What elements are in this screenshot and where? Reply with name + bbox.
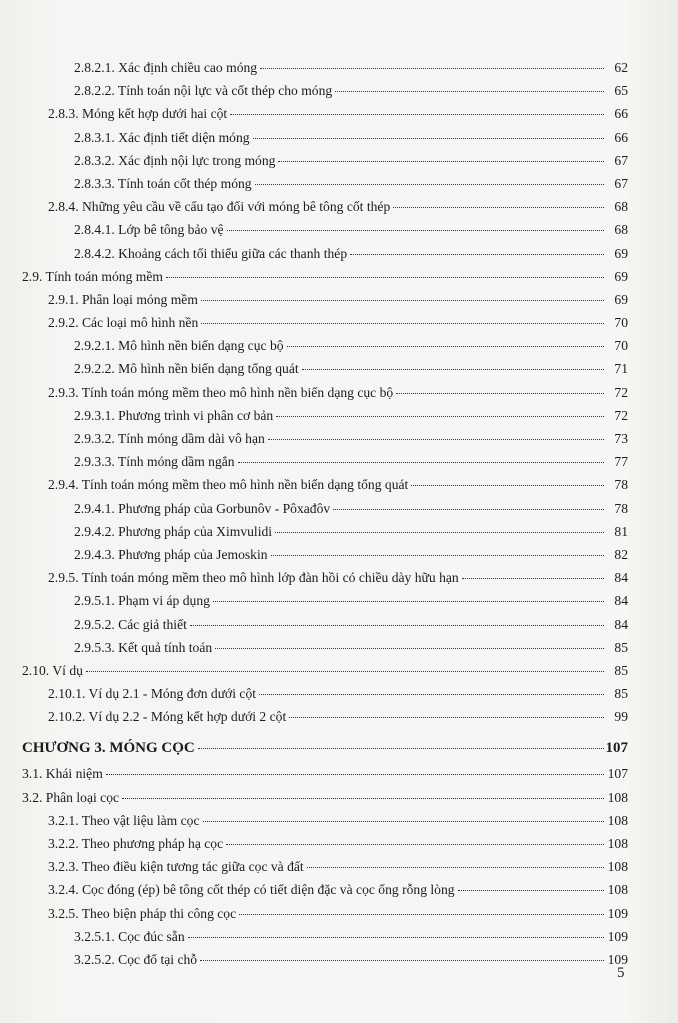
toc-entry — [22, 790, 628, 813]
toc-entry-title: 2.9.5. Tính toán móng mềm theo mô hình lớp đàn hồi có chiều dày hữu hạn — [48, 570, 459, 586]
toc-entry-page: 108 — [607, 859, 628, 875]
dot-leader — [259, 694, 604, 695]
dot-leader — [198, 748, 604, 749]
toc-entry — [22, 524, 628, 547]
toc-entry — [22, 130, 628, 153]
toc-entry-title: 2.10.1. Ví dụ 2.1 - Móng đơn dưới cột — [48, 686, 257, 702]
toc-entry-title: 3.2.3. Theo điều kiện tương tác giữa cọc và đất — [48, 859, 304, 875]
dot-leader — [462, 578, 604, 579]
toc-entry-page: 62 — [614, 60, 628, 75]
toc-entry-page: 109 — [607, 951, 628, 967]
dot-leader — [227, 230, 604, 231]
toc-entry-title: 2.8.4. Những yêu cầu về cấu tạo đối với móng bê tông cốt thép — [48, 199, 391, 215]
dot-leader — [203, 821, 604, 822]
dot-leader — [260, 68, 604, 69]
toc-entry-page: 81 — [614, 523, 628, 539]
table-of-contents — [22, 60, 628, 975]
dot-leader — [458, 890, 604, 891]
toc-entry-page: 72 — [614, 384, 628, 400]
toc-entry-page: 107 — [605, 740, 628, 757]
dot-leader — [302, 369, 604, 370]
dot-leader — [275, 532, 604, 533]
toc-entry-title: 2.8.4.2. Khoảng cách tối thiểu giữa các thanh thép — [74, 245, 348, 261]
dot-leader — [86, 671, 604, 672]
toc-entry-page: 108 — [607, 789, 628, 805]
toc-entry — [22, 153, 628, 176]
toc-entry-title: 2.9.4.2. Phương pháp của Ximvulidi — [74, 523, 273, 539]
dot-leader — [215, 648, 604, 649]
dot-leader — [122, 798, 604, 799]
toc-entry-page: 67 — [614, 152, 628, 168]
toc-entry-page: 67 — [614, 175, 628, 191]
toc-entry — [22, 292, 628, 315]
toc-entry — [22, 315, 628, 338]
toc-entry-title: 2.9.3.2. Tính móng dầm dài vô hạn — [74, 431, 265, 446]
toc-entry-title: 2.9.1. Phân loại móng mềm — [48, 291, 198, 307]
dot-leader — [333, 509, 604, 510]
toc-entry-title: 2.9.3.3. Tính móng dầm ngắn — [74, 454, 235, 470]
dot-leader — [393, 207, 604, 208]
toc-entry-title: 2.9.2.1. Mô hình nền biến dạng cục bộ — [74, 338, 284, 354]
toc-entry — [22, 199, 628, 222]
toc-chapter-entry — [22, 740, 628, 766]
toc-entry — [22, 836, 628, 859]
toc-entry — [22, 709, 628, 732]
toc-entry-title: 2.8.2.2. Tính toán nội lực và cốt thép cho móng — [74, 83, 333, 99]
toc-entry-page: 73 — [614, 431, 628, 446]
toc-entry-title: 2.9.4.3. Phương pháp của Jemoskin — [74, 546, 268, 562]
toc-entry-page: 69 — [614, 245, 628, 261]
toc-entry — [22, 477, 628, 500]
toc-entry-title: 2.9.5.1. Phạm vi áp dụng — [74, 593, 210, 609]
toc-entry-title: 3.1. Khái niệm — [22, 766, 103, 782]
toc-entry-title: 2.8.3. Móng kết hợp dưới hai cột — [48, 106, 228, 122]
toc-entry-page: 72 — [614, 407, 628, 423]
toc-entry-page: 65 — [614, 83, 628, 99]
toc-entry-page: 66 — [614, 129, 628, 145]
toc-entry-page: 78 — [614, 477, 628, 493]
toc-entry-title: 2.8.3.1. Xác định tiết diện móng — [74, 129, 250, 145]
toc-entry — [22, 547, 628, 570]
toc-entry — [22, 83, 628, 106]
toc-entry-page: 77 — [614, 454, 628, 470]
toc-entry-title: 2.9. Tính toán móng mềm — [22, 268, 163, 284]
dot-leader — [268, 439, 604, 440]
toc-entry-page: 82 — [614, 546, 628, 562]
page-number: 5 — [617, 965, 625, 981]
toc-entry-page: 69 — [614, 268, 628, 284]
dot-leader — [188, 937, 604, 938]
toc-entry-title: 3.2.5.2. Cọc đổ tại chỗ — [74, 951, 198, 967]
toc-entry — [22, 222, 628, 245]
toc-entry-page: 78 — [614, 500, 628, 516]
toc-entry-page: 68 — [614, 222, 628, 238]
toc-entry-title: 3.2. Phân loại cọc — [22, 789, 120, 805]
dot-leader — [200, 960, 604, 961]
dot-leader — [190, 625, 604, 626]
toc-entry — [22, 361, 628, 384]
toc-entry-page: 107 — [607, 766, 628, 782]
toc-entry — [22, 593, 628, 616]
dot-leader — [213, 601, 604, 602]
toc-entry-title: 2.10. Ví dụ — [22, 662, 83, 678]
toc-entry — [22, 617, 628, 640]
dot-leader — [201, 300, 604, 301]
dot-leader — [396, 393, 604, 394]
toc-entry-page: 85 — [614, 662, 628, 678]
toc-entry-page: 84 — [614, 616, 628, 632]
dot-leader — [239, 914, 604, 915]
dot-leader — [276, 416, 604, 417]
toc-entry-page: 99 — [614, 709, 628, 725]
toc-entry-page: 108 — [607, 836, 628, 851]
toc-entry — [22, 454, 628, 477]
toc-entry-page: 85 — [614, 639, 628, 655]
toc-entry-title: 2.8.3.2. Xác định nội lực trong móng — [74, 152, 276, 168]
toc-entry — [22, 431, 628, 454]
toc-entry — [22, 385, 628, 408]
toc-entry-title: 2.9.5.2. Các giả thiết — [74, 616, 187, 632]
dot-leader — [230, 114, 604, 115]
toc-entry-page: 68 — [614, 199, 628, 215]
toc-entry-page: 70 — [614, 315, 628, 331]
toc-entry — [22, 408, 628, 431]
dot-leader — [166, 277, 604, 278]
toc-entry-title: 3.2.2. Theo phương pháp hạ cọc — [48, 836, 224, 851]
toc-entry-page: 85 — [614, 686, 628, 702]
dot-leader — [411, 485, 604, 486]
toc-entry-title: 2.9.4.1. Phương pháp của Gorbunôv - Pôxađôv — [74, 500, 331, 516]
dot-leader — [238, 462, 604, 463]
toc-entry-title: 3.2.5.1. Cọc đúc sẵn — [74, 928, 185, 944]
toc-entry-title: 2.9.3.1. Phương trình vi phân cơ bản — [74, 407, 274, 423]
toc-entry — [22, 570, 628, 593]
dot-leader — [287, 346, 604, 347]
toc-entry — [22, 686, 628, 709]
toc-entry — [22, 882, 628, 905]
toc-entry — [22, 929, 628, 952]
toc-entry — [22, 859, 628, 882]
toc-entry — [22, 640, 628, 663]
toc-entry-page: 71 — [614, 361, 628, 377]
toc-entry-page: 84 — [614, 570, 628, 586]
dot-leader — [335, 91, 604, 92]
toc-entry — [22, 106, 628, 129]
toc-entry-title: 2.10.2. Ví dụ 2.2 - Móng kết hợp dưới 2 cột — [48, 709, 287, 725]
toc-entry-title: CHƯƠNG 3. MÓNG CỌC — [22, 740, 195, 757]
toc-entry — [22, 813, 628, 836]
toc-entry-title: 2.9.2.2. Mô hình nền biến dạng tổng quát — [74, 361, 299, 377]
toc-entry-page: 66 — [614, 106, 628, 122]
toc-entry-page: 84 — [614, 593, 628, 609]
toc-entry — [22, 60, 628, 83]
toc-entry-title: 3.2.1. Theo vật liệu làm cọc — [48, 812, 200, 828]
dot-leader — [289, 717, 604, 718]
dot-leader — [201, 323, 604, 324]
dot-leader — [106, 774, 604, 775]
dot-leader — [350, 254, 604, 255]
toc-entry — [22, 952, 628, 975]
toc-entry — [22, 663, 628, 686]
toc-entry-title: 2.9.4. Tính toán móng mềm theo mô hình nền biến dạng tổng quát — [48, 477, 409, 493]
toc-entry — [22, 338, 628, 361]
toc-entry — [22, 246, 628, 269]
toc-entry-page: 70 — [614, 338, 628, 354]
toc-entry-title: 2.9.3. Tính toán móng mềm theo mô hình nền biến dạng cục bộ — [48, 384, 394, 400]
toc-entry-page: 108 — [607, 882, 628, 898]
toc-entry-title: 2.8.3.3. Tính toán cốt thép móng — [74, 175, 252, 191]
toc-entry — [22, 176, 628, 199]
toc-entry — [22, 766, 628, 789]
toc-entry-page: 108 — [607, 812, 628, 828]
toc-entry-title: 2.8.2.1. Xác định chiều cao móng — [74, 60, 258, 75]
toc-entry-title: 2.9.2. Các loại mô hình nền — [48, 315, 199, 331]
dot-leader — [255, 184, 604, 185]
toc-entry-title: 3.2.5. Theo biện pháp thi công cọc — [48, 905, 237, 921]
toc-entry-page: 69 — [614, 291, 628, 307]
dot-leader — [278, 161, 604, 162]
toc-entry-title: 2.8.4.1. Lớp bê tông bảo vệ — [74, 222, 224, 238]
toc-entry — [22, 906, 628, 929]
toc-entry — [22, 269, 628, 292]
dot-leader — [253, 138, 604, 139]
toc-entry-page: 109 — [607, 928, 628, 944]
toc-entry-page: 109 — [607, 905, 628, 921]
dot-leader — [271, 555, 604, 556]
toc-entry — [22, 501, 628, 524]
dot-leader — [226, 844, 604, 845]
dot-leader — [307, 867, 604, 868]
toc-entry-title: 2.9.5.3. Kết quả tính toán — [74, 639, 213, 655]
toc-entry-title: 3.2.4. Cọc đóng (ép) bê tông cốt thép có tiết diện đặc và cọc ống rỗng lòng — [48, 882, 455, 898]
